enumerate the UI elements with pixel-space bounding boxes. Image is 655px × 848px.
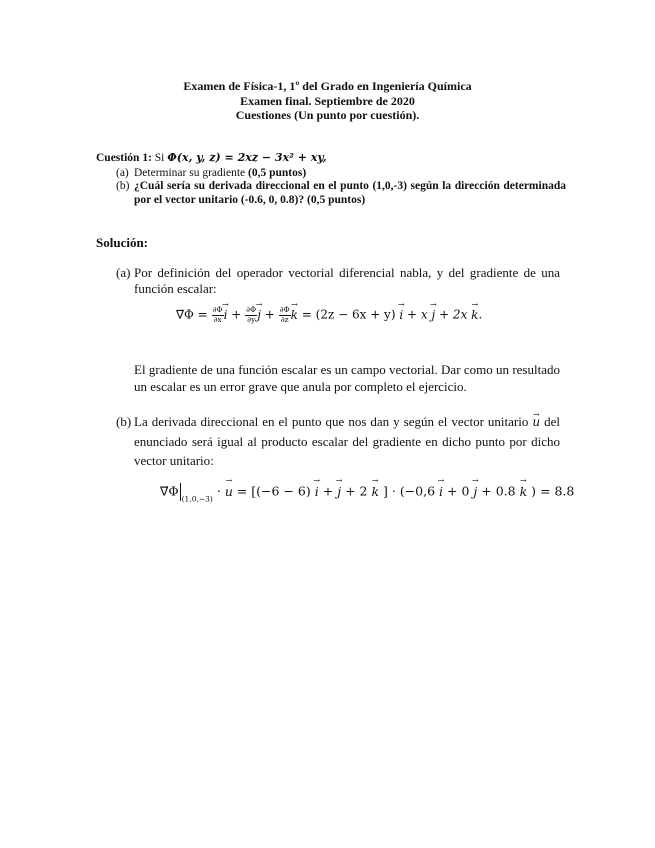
frac-z-num: ∂Φ	[279, 305, 290, 314]
part-b-text-1: La derivada direccional en el punto que nos dan y según el vector unitario	[134, 414, 529, 429]
eq-b-i: → i	[315, 484, 319, 499]
eq-b-j-2: → j	[473, 484, 477, 499]
frac-y-den: ∂y	[247, 314, 256, 324]
eq-b-dot-u: ·	[216, 483, 221, 499]
item-a-label: (a)	[116, 166, 129, 179]
eq-a-frac-y	[245, 306, 257, 324]
exam-instructions: Cuestiones (Un punto por cuestión).	[235, 108, 420, 122]
item-a-points: (0,5 puntos)	[248, 166, 307, 179]
eq-b-plus-0j: + 0	[447, 483, 470, 499]
eq-b-j: → j	[337, 484, 341, 499]
part-b-u-vector: → u	[532, 413, 540, 432]
item-a-text: Determinar su gradiente	[134, 166, 246, 179]
question-1-formula: Φ(x, y, z) = 2xz − 3x² + xy,	[167, 151, 327, 164]
eq-a-frac-x	[212, 306, 224, 324]
question-1-item-a	[116, 167, 566, 181]
question-1-intro: Si	[154, 152, 165, 164]
item-b-label: (b)	[116, 180, 130, 192]
eq-a-rhs: = (2z − 6x + y)	[301, 307, 396, 322]
item-b-text: ¿Cuál sería su derivada direccional en el punto (1,0,-3) según la dirección determinada por el vector unitario (-0.6, 0, 0.8)? (0,5 puntos)	[134, 180, 566, 206]
part-a-text: Por definición del operador vectorial diferencial nabla, y del gradiente de una función escalar:	[134, 265, 560, 296]
unit-j: → j	[257, 308, 261, 322]
question-1-statement	[96, 151, 566, 166]
gradient-comment: El gradiente de una función escalar es un campo vectorial. Dar como un resultado un escalar es un error grave que anula por completo el ejercicio.	[134, 362, 560, 394]
solution-part-a	[116, 265, 560, 297]
part-b-label: (b)	[116, 414, 132, 429]
eq-a-lhs: ∇⃗Φ =	[176, 307, 208, 322]
eq-a-plus-2x: + 2x	[439, 307, 468, 322]
eq-b-plus-j: +	[322, 483, 334, 499]
eq-b-result: ) = 8.8	[531, 483, 575, 499]
eq-b-dot: ] · (−0,6	[383, 483, 436, 499]
unit-i: → i	[224, 308, 228, 322]
gradient-equation	[176, 306, 482, 324]
exam-header	[0, 79, 655, 123]
unit-j-2: → j	[432, 308, 436, 322]
solution-part-b	[116, 412, 560, 470]
eq-a-plus-1: +	[231, 307, 242, 322]
eq-b-bracket: = [(−6 − 6)	[236, 483, 311, 499]
solution-heading: Solución:	[96, 235, 149, 250]
eq-b-plus-08k: + 0.8	[481, 483, 516, 499]
eq-b-plus-2k: + 2	[345, 483, 368, 499]
eq-a-plus-x: + x	[407, 307, 428, 322]
unit-k-2: → k	[471, 308, 478, 322]
frac-y-num: ∂Φ	[246, 305, 257, 314]
directional-derivative-equation	[160, 483, 574, 504]
eq-a-plus-2: +	[264, 307, 275, 322]
frac-x-den: ∂x	[213, 314, 222, 324]
part-a-label: (a)	[116, 265, 131, 280]
exam-title: Examen de Física-1, 1º del Grado en Ingeniería Química	[183, 79, 472, 93]
unit-k: → k	[291, 308, 298, 322]
frac-z-den: ∂z	[280, 314, 289, 324]
eq-b-k-2: → k	[520, 484, 528, 499]
question-1-title: Cuestión 1:	[96, 152, 152, 164]
eval-bar	[180, 483, 181, 501]
eq-b-k: → k	[371, 484, 379, 499]
exam-subtitle: Examen final. Septiembre de 2020	[240, 93, 415, 108]
part-b-text-2: del enunciado será igual al producto escalar del gradiente en dicho punto por dicho vector unitario:	[134, 414, 561, 468]
unit-i-2: → i	[399, 308, 403, 322]
frac-x-num: ∂Φ	[212, 305, 223, 314]
eq-a-frac-z	[279, 306, 291, 324]
question-1-item-b	[116, 180, 566, 207]
eq-b-lhs: ∇⃗Φ	[160, 483, 179, 499]
question-1	[96, 151, 566, 207]
eq-b-point: (1,0,−3)	[181, 494, 213, 504]
eq-a-end: .	[478, 307, 483, 322]
eq-b-u: → u	[225, 484, 233, 499]
eq-b-i-2: → i	[439, 484, 443, 499]
